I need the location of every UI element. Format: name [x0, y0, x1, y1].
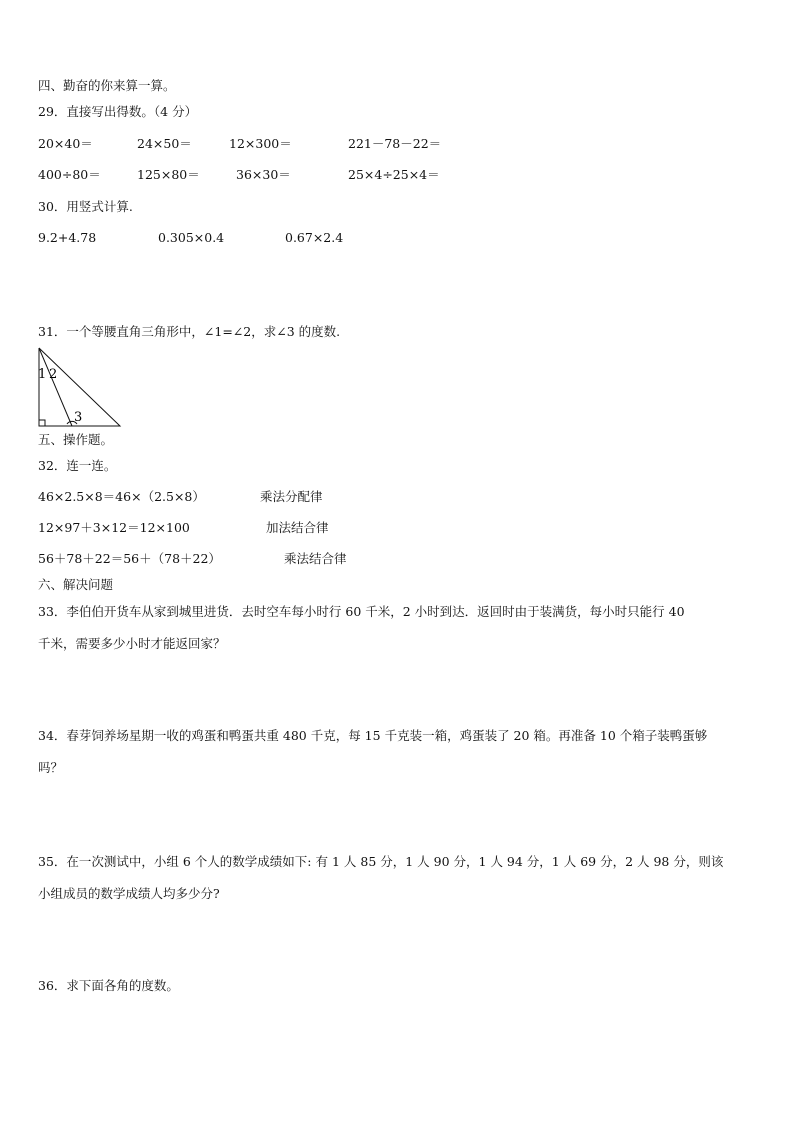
q36-title: 36．求下面各角的度数。: [38, 978, 179, 993]
angle-label-3: 3: [74, 410, 83, 425]
q35-line: 小组成员的数学成绩人均多少分?: [38, 886, 220, 901]
q30-item: 9.2+4.78: [38, 230, 97, 245]
q32-left-item: 12×97＋3×12＝12×100: [38, 520, 190, 535]
q31-title: 31．一个等腰直角三角形中，∠1=∠2，求∠3 的度数.: [38, 324, 341, 339]
q29-title: 29．直接写出得数。（4 分）: [38, 104, 198, 119]
q32-right-item: 乘法结合律: [284, 551, 347, 566]
q32-right-item: 乘法分配律: [260, 489, 323, 504]
angle-label-2: 2: [49, 367, 58, 382]
q32-left-item: 56＋78＋22＝56＋（78＋22）: [38, 551, 221, 566]
q29-item: 125×80＝: [137, 167, 200, 182]
q33-line: 33．李伯伯开货车从家到城里进货．去时空车每小时行 60 千米，2 小时到达．返回时由于装满货，每小时只能行 40: [38, 604, 685, 619]
triangle-inner-segment: [39, 348, 72, 426]
q29-item: 221－78－22＝: [348, 136, 442, 151]
angle-label-1: 1: [38, 367, 47, 382]
q29-item: 20×40＝: [38, 136, 93, 151]
q29-item: 400÷80＝: [38, 167, 101, 182]
q32-title: 32．连一连。: [38, 458, 117, 473]
q30-item: 0.67×2.4: [285, 230, 344, 245]
section-5-heading: 五、操作题。: [38, 432, 114, 447]
section-6-heading: 六、解决问题: [38, 577, 114, 592]
q29-item: 24×50＝: [137, 136, 192, 151]
right-angle-mark: [39, 420, 45, 426]
q33-line: 千米，需要多少小时才能返回家？: [38, 636, 226, 651]
q34-line: 34．春芽饲养场星期一收的鸡蛋和鸭蛋共重 480 千克，每 15 千克装一箱，鸡蛋装了 20 箱。再准备 10 个箱子装鸭蛋够: [38, 728, 708, 743]
q34-line: 吗？: [38, 760, 64, 775]
q35-line: 35．在一次测试中，小组 6 个人的数学成绩如下: 有 1 人 85 分，1 人 90 分，1 人 94 分，1 人 69 分，2 人 98 分，则该: [38, 854, 724, 869]
q30-item: 0.305×0.4: [158, 230, 225, 245]
section-4-heading: 四、勤奋的你来算一算。: [38, 78, 176, 93]
q32-right-item: 加法结合律: [266, 520, 329, 535]
right-triangle-figure: [34, 344, 124, 430]
q29-item: 36×30＝: [236, 167, 291, 182]
q29-item: 25×4÷25×4＝: [348, 167, 440, 182]
q29-item: 12×300＝: [229, 136, 292, 151]
q30-title: 30．用竖式计算.: [38, 199, 133, 214]
q32-left-item: 46×2.5×8＝46×（2.5×8）: [38, 489, 205, 504]
